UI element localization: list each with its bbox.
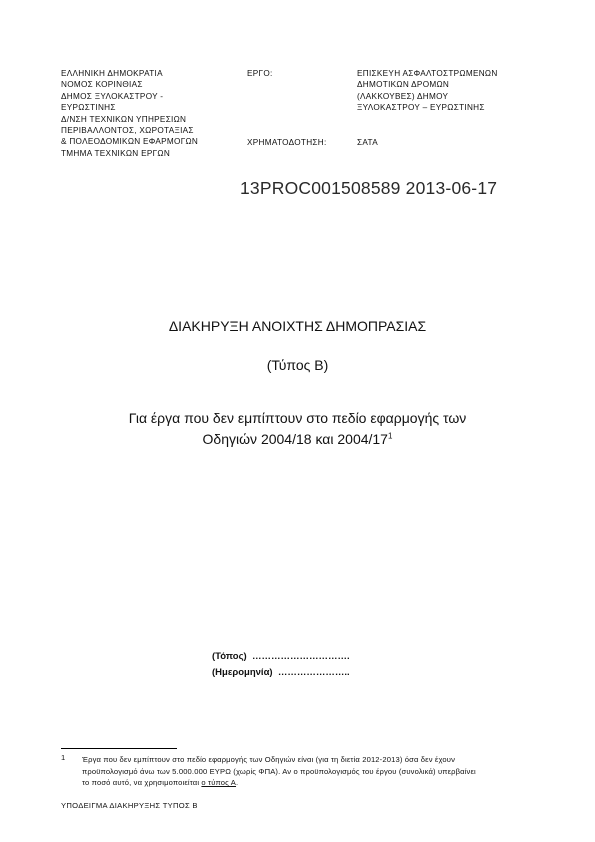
- page-title: ΔΙΑΚΗΡΥΞΗ ΑΝΟΙΧΤΗΣ ΔΗΜΟΠΡΑΣΙΑΣ: [168, 318, 427, 334]
- footnote-line-2: προϋπολογισμό άνω των 5.000.000 ΕΥΡΩ (χωρίς ΦΠΑ). Αν ο προϋπολογισμός του έργου (συνολικά) υπερβαίνει: [82, 766, 476, 776]
- project-value-line: ΞΥΛΟΚΑΣΤΡΟΥ – ΕΥΡΩΣΤΙΝΗΣ: [357, 103, 485, 113]
- project-value-line: ΔΗΜΟΤΙΚΩΝ ΔΡΟΜΩΝ: [357, 80, 450, 90]
- issuer-line: ΝΟΜΟΣ ΚΟΡΙΝΘΙΑΣ: [61, 80, 143, 90]
- date-dots: …………………..: [277, 667, 350, 678]
- page-footer: ΥΠΟΔΕΙΓΜΑ ΔΙΑΚΗΡΥΞΗΣ ΤΥΠΟΣ Β: [61, 801, 198, 810]
- place-date-block: [212, 649, 350, 681]
- page-subtitle: (Τύπος Β): [266, 357, 329, 373]
- description-line-2: [0, 431, 595, 447]
- funding-value: ΣΑΤΑ: [357, 138, 378, 147]
- place-dots: ………………………….: [252, 651, 350, 662]
- issuer-line: ΕΥΡΩΣΤΙΝΗΣ: [61, 103, 116, 113]
- footnote-line-3: το ποσό αυτό, να χρησιμοποιείται ο τύπος Α.: [82, 778, 239, 787]
- issuer-line: ΤΜΗΜΑ ΤΕΧΝΙΚΩΝ ΕΡΓΩΝ: [61, 148, 171, 158]
- footnote-reference-link[interactable]: ο τύπος Α: [201, 778, 237, 787]
- date-line: [212, 665, 350, 681]
- footnote-text: [82, 754, 552, 789]
- issuer-line: ΔΗΜΟΣ ΞΥΛΟΚΑΣΤΡΟΥ -: [61, 91, 164, 101]
- issuer-line: ΕΛΛΗΝΙΚΗ ΔΗΜΟΚΡΑΤΙΑ: [61, 69, 163, 78]
- footnote-marker: 1: [61, 753, 66, 762]
- project-value-line: ΕΠΙΣΚΕΥΗ ΑΣΦΑΛΤΟΣΤΡΩΜΕΝΩΝ: [357, 69, 498, 78]
- place-line: [212, 649, 350, 665]
- issuer-line: Δ/ΝΣΗ ΤΕΧΝΙΚΩΝ ΥΠΗΡΕΣΙΩΝ: [61, 114, 187, 124]
- document-id: 13PROC001508589 2013-06-17: [240, 178, 498, 198]
- issuer-block: [61, 68, 198, 159]
- footnote-line-3-prefix: το ποσό αυτό, να χρησιμοποιείται: [82, 778, 202, 787]
- footnote-separator: [61, 748, 177, 749]
- project-label: ΕΡΓΟ:: [247, 69, 273, 78]
- footnote-line-1: Έργα που δεν εμπίπτουν στο πεδίο εφαρμογής των Οδηγιών είναι (για τη διετία 2012-2013) όσα δεν έχουν: [82, 755, 456, 764]
- project-value-line: (ΛΑΚΚΟΥΒΕΣ) ΔΗΜΟΥ: [357, 91, 449, 101]
- description-line-2-text: Οδηγιών 2004/18 και 2004/17: [202, 431, 388, 447]
- place-label: (Τόπος): [212, 651, 247, 662]
- project-value: [357, 68, 498, 114]
- funding-label: ΧΡΗΜΑΤΟΔΟΤΗΣΗ:: [247, 138, 327, 147]
- description-line-1: Για έργα που δεν εμπίπτουν στο πεδίο εφαρμογής των: [128, 410, 467, 426]
- date-label: (Ημερομηνία): [212, 667, 273, 678]
- issuer-line: & ΠΟΛΕΟΔΟΜΙΚΩΝ ΕΦΑΡΜΟΓΩΝ: [61, 137, 199, 147]
- footnote-reference: 1: [387, 431, 393, 441]
- issuer-line: ΠΕΡΙΒΑΛΛΟΝΤΟΣ, ΧΩΡΟΤΑΞΙΑΣ: [61, 126, 194, 136]
